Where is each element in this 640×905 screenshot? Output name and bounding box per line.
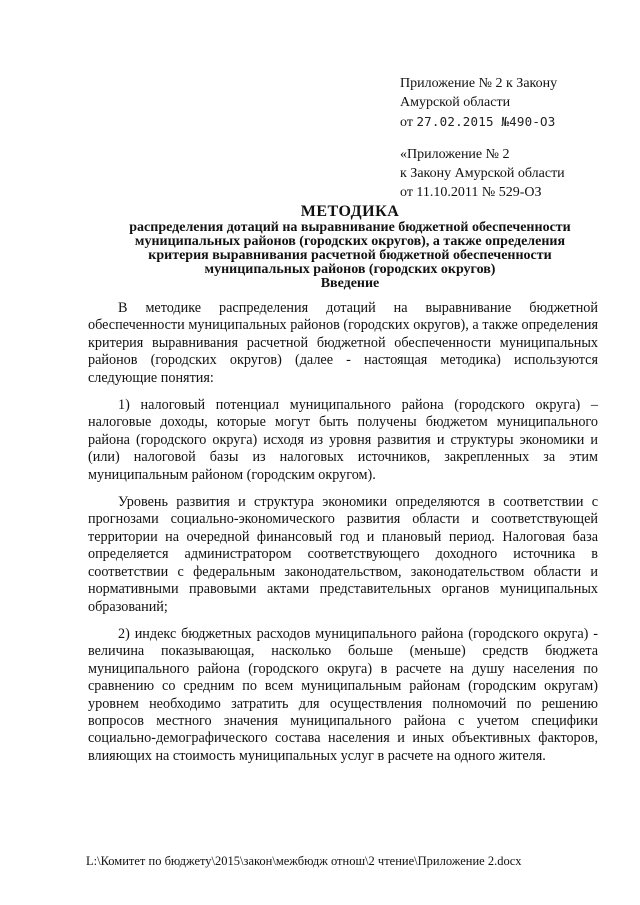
file-path-footer: L:\Комитет по бюджету\2015\закон\межбюдж отнош\2 чтение\Приложение 2.docx: [86, 854, 522, 868]
title-line-2: муниципальных районов (городских округов), а также определения: [134, 234, 566, 249]
document-body: [88, 300, 598, 775]
original-appendix-line1: «Приложение № 2: [400, 147, 510, 162]
appendix-date-prefix: от: [400, 115, 417, 130]
section-heading: Введение: [320, 276, 380, 291]
title-line-1: распределения дотаций на выравнивание бюджетной обеспеченности: [129, 220, 571, 235]
paragraph-tax-potential: 1) налоговый потенциал муниципального района (городского округа) – налоговые доходы, которые могут быть получены бюджетом муниципального района (городского округа) исходя из уровня развития и структуры экономики и (или) налоговой базы из налоговых источников, закрепленных за этим муниципальным районом (городским округом).: [88, 397, 598, 483]
appendix-header-line2: Амурской области: [400, 95, 511, 110]
paragraph-intro: В методике распределения дотаций на выравнивание бюджетной обеспеченности муниципальных районов (городских округов), а также определения критерия выравнивания расчетной бюджетной обеспеченности муниципальных районов (городских округов) (далее - настоящая методика) используются следующие понятия:: [88, 300, 598, 386]
original-appendix-header: [400, 145, 600, 202]
appendix-header-line1: Приложение № 2 к Закону: [400, 76, 558, 91]
original-appendix-line2: к Закону Амурской области: [400, 166, 565, 181]
appendix-date-stamp: 27.02.2015 №490-ОЗ: [416, 114, 556, 129]
document-title: [90, 203, 610, 291]
appendix-header: [400, 74, 600, 132]
paragraph-expenditure-index: 2) индекс бюджетных расходов муниципального района (городского округа) - величина показывающая, насколько больше (меньше) средств бюджета муниципального района (городского округа) в расчете на душу населения по сравнению со средним по всем муниципальным районам (городским округам) уровнем необходимо затратить для осуществления полномочий по решению вопросов местного значения муниципального района с учетом специфики социально-демографического состава населения и иных объективных факторов, влияющих на стоимость муниципальных услуг в расчете на одного жителя.: [88, 625, 598, 764]
title-line-4: муниципальных районов (городских округов): [204, 262, 496, 277]
title-line-3: критерия выравнивания расчетной бюджетной обеспеченности: [148, 248, 552, 263]
appendix-header-line3: [400, 112, 600, 132]
paragraph-economy-structure: Уровень развития и структура экономики определяются в соответствии с прогнозами социально-экономического развития области и соответствующей территории на очередной финансовый год и плановый период. Налоговая база определяется администратором соответствующего доходного источника в соответствии с федеральным законодательством, законодательством области и нормативными правовыми актами представительных органов муниципальных образований;: [88, 494, 598, 615]
title-main: МЕТОДИКА: [300, 203, 400, 220]
original-appendix-line3: от 11.10.2011 № 529-ОЗ: [400, 185, 542, 200]
